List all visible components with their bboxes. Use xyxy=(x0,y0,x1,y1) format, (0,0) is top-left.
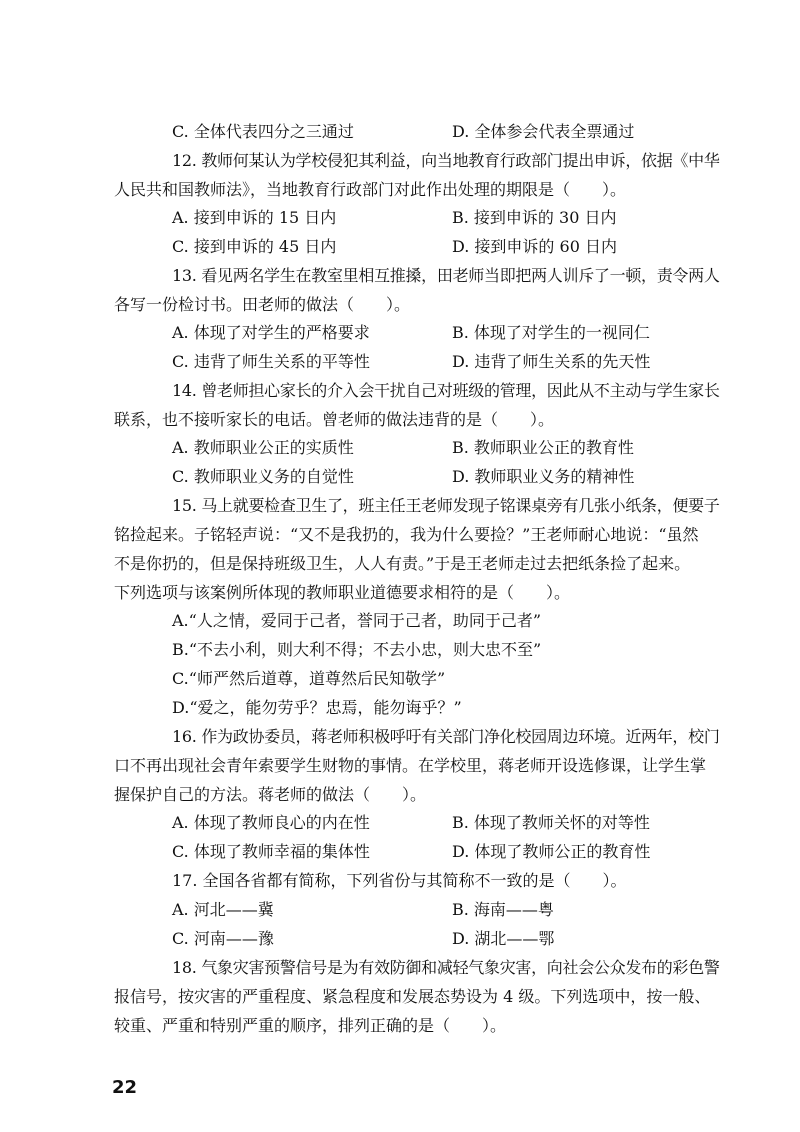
q15-stem-line-4: 下列选项与该案例所体现的教师职业道德要求相符的是（ ）。 xyxy=(114,583,571,602)
q15-stem-line-3: 不是你扔的，但是保持班级卫生，人人有责。”于是王老师走过去把纸条捡了起来。 xyxy=(114,554,691,573)
q16-option-a: A. 体现了教师良心的内在性 xyxy=(172,813,370,832)
q16-option-c: C. 体现了教师幸福的集体性 xyxy=(172,842,370,861)
q14-stem-line-2: 联系，也不接听家长的电话。曾老师的做法违背的是（ ）。 xyxy=(114,410,555,429)
q12-option-c: C. 接到申诉的 45 日内 xyxy=(172,237,337,256)
q14-option-b: B. 教师职业公正的教育性 xyxy=(452,438,634,457)
q12-stem-line-2: 人民共和国教师法》，当地教育行政部门对此作出处理的期限是（ ）。 xyxy=(114,180,627,199)
q16-stem-line-3: 握保护自己的方法。蒋老师的做法（ ）。 xyxy=(114,785,427,804)
q13-stem-line-2: 各写一份检讨书。田老师的做法（ ）。 xyxy=(114,295,411,314)
q14-option-c: C. 教师职业义务的自觉性 xyxy=(172,467,354,486)
q15-option-c: C.“师严然后道尊，道尊然后民知敬学” xyxy=(172,669,446,688)
q18-stem-line-2: 报信号，按灾害的严重程度、紧急程度和发展态势设为 4 级。下列选项中，按一般、 xyxy=(114,987,711,1006)
q14-option-d: D. 教师职业义务的精神性 xyxy=(452,467,635,486)
q13-option-c: C. 违背了师生关系的平等性 xyxy=(172,352,370,371)
q14-option-a: A. 教师职业公正的实质性 xyxy=(172,438,354,457)
q16-stem-line-1: 16. 作为政协委员，蒋老师积极呼吁有关部门净化校园周边环境。近两年，校门 xyxy=(172,727,720,746)
q17-stem-line-1: 17. 全国各省都有简称，下列省份与其简称不一致的是（ ）。 xyxy=(172,871,627,890)
q15-option-b: B.“不去小利，则大利不得；不去小忠，则大忠不至” xyxy=(172,640,542,659)
q17-option-b: B. 海南——粤 xyxy=(452,900,554,919)
q18-stem-line-3: 较重、严重和特别严重的顺序，排列正确的是（ ）。 xyxy=(114,1016,507,1035)
q13-option-a: A. 体现了对学生的严格要求 xyxy=(172,323,370,342)
q17-option-d: D. 湖北——鄂 xyxy=(452,929,555,948)
q15-stem-line-2: 铭捡起来。子铭轻声说：“又不是我扔的，我为什么要捡？”王老师耐心地说：“虽然 xyxy=(114,525,699,544)
q13-stem-line-1: 13. 看见两名学生在教室里相互推搡，田老师当即把两人训斥了一顿，责令两人 xyxy=(172,266,720,285)
q17-option-c: C. 河南——豫 xyxy=(172,929,274,948)
q12-stem-line-1: 12. 教师何某认为学校侵犯其利益，向当地教育行政部门提出申诉，依据《中华 xyxy=(172,151,720,170)
q12-option-d: D. 接到申诉的 60 日内 xyxy=(452,237,617,256)
q13-option-b: B. 体现了对学生的一视同仁 xyxy=(452,323,650,342)
page-number: 22 xyxy=(112,1077,138,1098)
q15-option-d: D.“爱之，能勿劳乎？忠焉，能勿诲乎？” xyxy=(172,698,462,717)
q16-option-b: B. 体现了教师关怀的对等性 xyxy=(452,813,650,832)
q15-option-a: A.“人之情，爱同于己者，誉同于己者，助同于己者” xyxy=(172,611,542,630)
q12-option-a: A. 接到申诉的 15 日内 xyxy=(172,208,337,227)
q11-option-c: C. 全体代表四分之三通过 xyxy=(172,122,354,141)
q15-stem-line-1: 15. 马上就要检查卫生了，班主任王老师发现子铭课桌旁有几张小纸条，便要子 xyxy=(172,496,720,515)
q13-option-d: D. 违背了师生关系的先天性 xyxy=(452,352,651,371)
q17-option-a: A. 河北——冀 xyxy=(172,900,274,919)
q18-stem-line-1: 18. 气象灾害预警信号是为有效防御和减轻气象灾害，向社会公众发布的彩色警 xyxy=(172,958,720,977)
q12-option-b: B. 接到申诉的 30 日内 xyxy=(452,208,617,227)
q16-stem-line-2: 口不再出现社会青年索要学生财物的事情。在学校里，蒋老师开设选修课，让学生掌 xyxy=(114,756,707,775)
q14-stem-line-1: 14. 曾老师担心家长的介入会干扰自己对班级的管理，因此从不主动与学生家长 xyxy=(172,381,720,400)
q11-option-d: D. 全体参会代表全票通过 xyxy=(452,122,635,141)
q16-option-d: D. 体现了教师公正的教育性 xyxy=(452,842,651,861)
